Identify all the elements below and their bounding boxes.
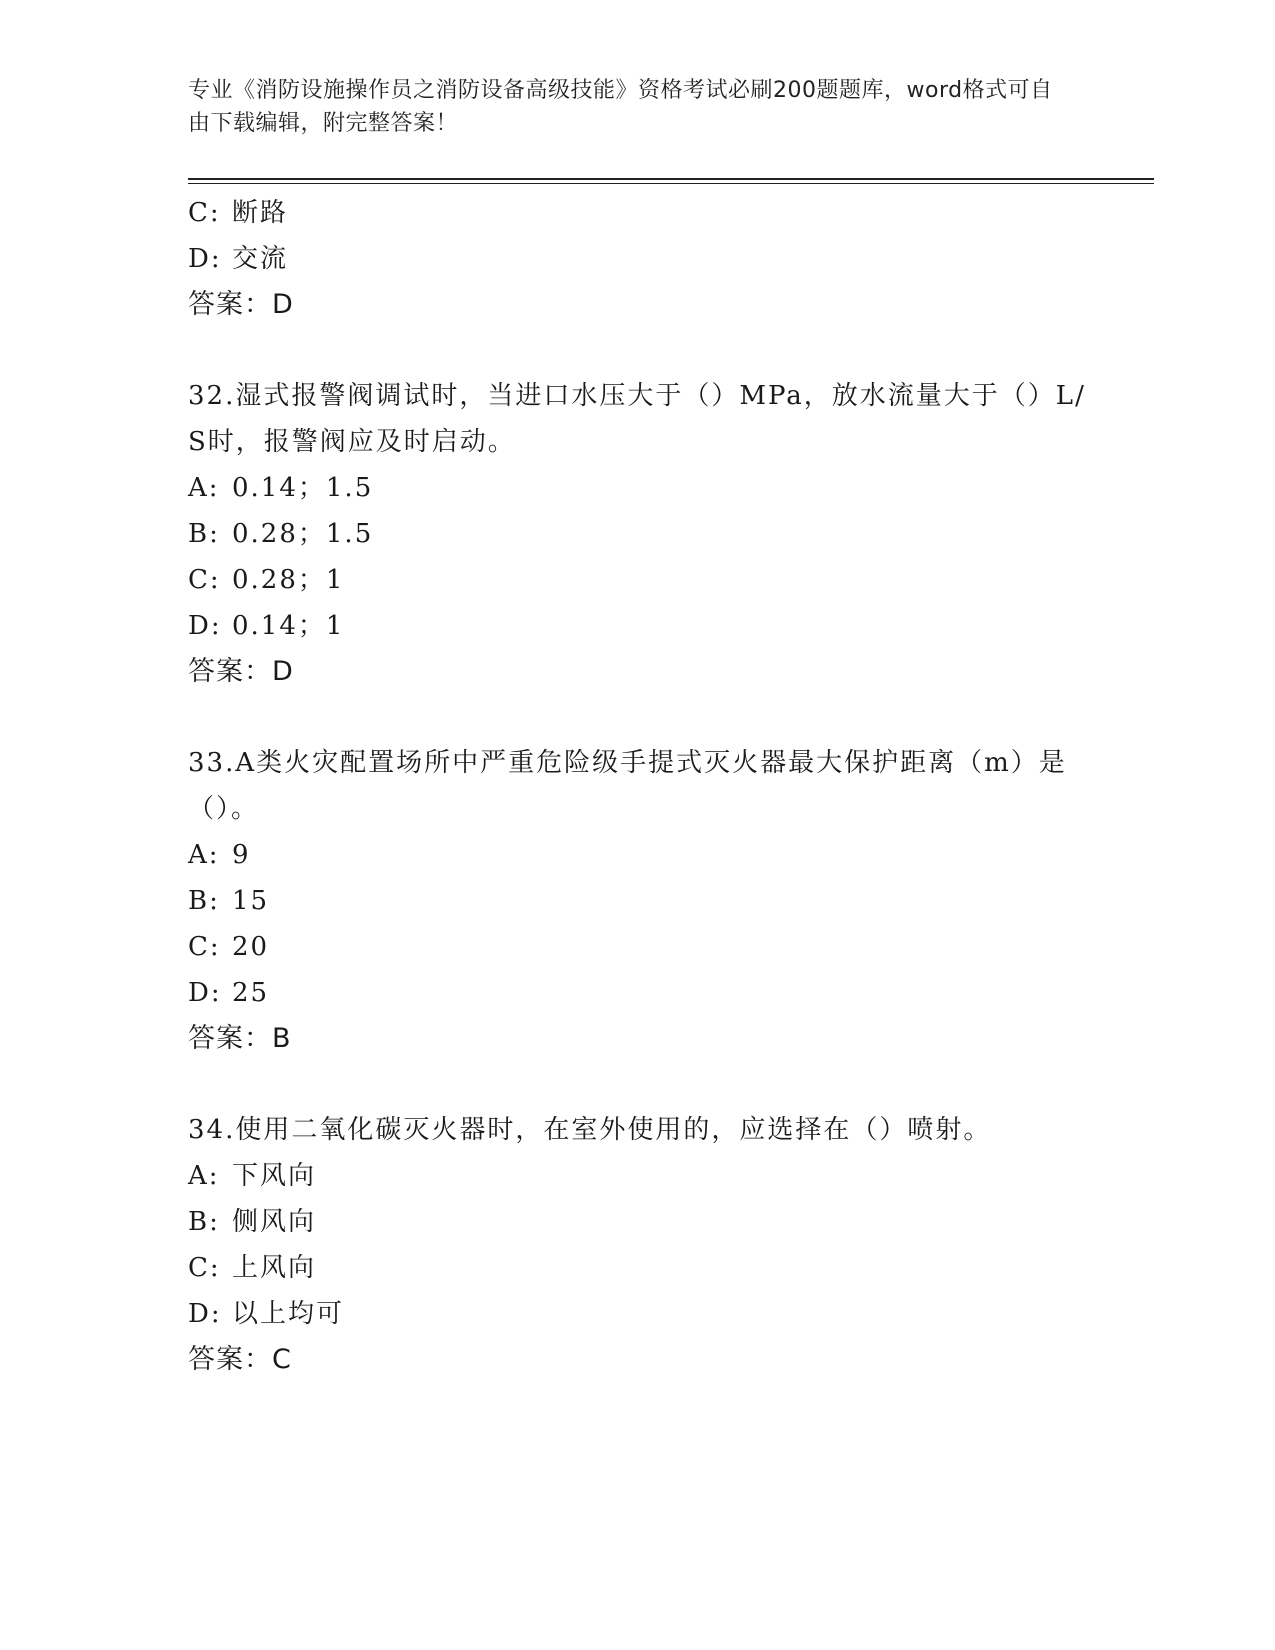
option-d: D: 以上均可 [188,1299,345,1329]
answer-line: 答案：D [188,289,294,320]
option-c: C: 断路 [188,198,289,228]
question-32 [188,373,1088,695]
answer-line: 答案：C [188,1344,292,1375]
question-list [188,190,1088,1383]
previous-question-tail [188,190,1088,328]
option-d: D: 25 [188,978,270,1008]
question-34 [188,1107,1088,1383]
option-d: D: 交流 [188,244,289,274]
option-c: C: 20 [188,932,270,962]
answer-line: 答案：B [188,1023,292,1054]
option-a: A: 下风向 [188,1161,317,1191]
option-b: B: 侧风向 [188,1207,317,1237]
option-a: A: 0.14；1.5 [188,473,374,503]
option-d: D: 0.14；1 [188,611,345,641]
option-b: B: 15 [188,886,270,916]
page-header: 专业《消防设施操作员之消防设备高级技能》资格考试必刷200题题库，word格式可自由下载编辑，附完整答案！ [188,78,1053,136]
answer-line: 答案：D [188,656,294,687]
option-c: C: 0.28；1 [188,565,345,595]
question-stem: 33.A类火灾配置场所中严重危险级手提式灭火器最大保护距离（m）是（）。 [188,748,1067,824]
option-a: A: 9 [188,840,251,870]
header-divider-thin [188,183,1154,184]
option-c: C: 上风向 [188,1253,317,1283]
question-33 [188,740,1088,1062]
header-divider-thick [188,178,1154,180]
option-b: B: 0.28；1.5 [188,519,374,549]
question-stem: 32.湿式报警阀调试时，当进口水压大于（）MPa，放水流量大于（）L/S时，报警阀应及时启动。 [188,381,1086,457]
question-stem: 34.使用二氧化碳灭火器时，在室外使用的，应选择在（）喷射。 [188,1115,992,1145]
